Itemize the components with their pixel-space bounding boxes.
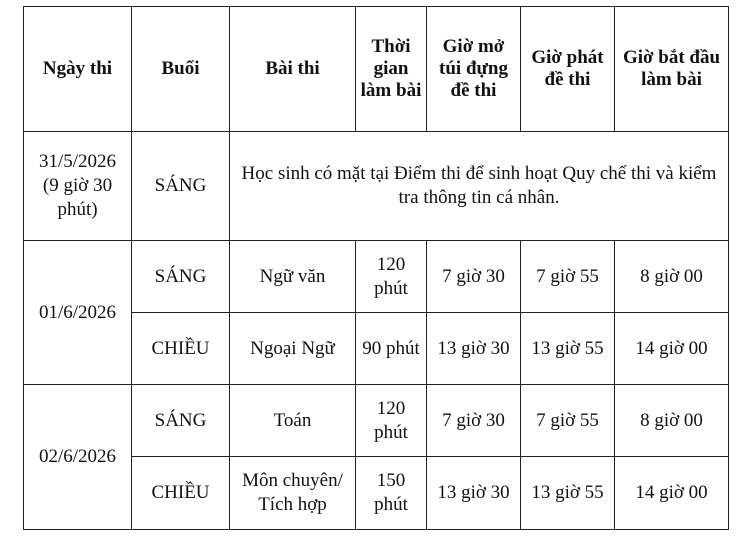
session-cell: SÁNG xyxy=(132,385,230,457)
open-time-cell: 13 giờ 30 xyxy=(427,313,521,385)
open-time-cell: 7 giờ 30 xyxy=(427,385,521,457)
date-value: 31/5/2026 xyxy=(38,151,117,172)
exam-cell: Ngữ văn xyxy=(230,241,356,313)
open-time-cell: 7 giờ 30 xyxy=(427,241,521,313)
session-cell: SÁNG xyxy=(132,132,230,241)
header-row xyxy=(24,7,729,132)
open-time-cell: 13 giờ 30 xyxy=(427,457,521,530)
header-distribute-time: Giờ phát đề thi xyxy=(521,7,615,132)
start-time-cell: 8 giờ 00 xyxy=(615,385,729,457)
header-open-envelope-time: Giờ mở túi đựng đề thi xyxy=(427,7,521,132)
session-cell: SÁNG xyxy=(132,241,230,313)
distribute-time-cell: 13 giờ 55 xyxy=(521,457,615,530)
briefing-note: Học sinh có mặt tại Điểm thi để sinh hoạt Quy chế thi và kiểm tra thông tin cá nhân. xyxy=(230,132,729,241)
date-time-note: (9 giờ 30 phút) xyxy=(42,175,113,220)
header-exam: Bài thi xyxy=(230,7,356,132)
distribute-time-cell: 7 giờ 55 xyxy=(521,385,615,457)
date-cell: 01/6/2026 xyxy=(24,241,132,385)
duration-cell: 150 phút xyxy=(356,457,427,530)
table-row xyxy=(24,385,729,457)
date-cell xyxy=(24,132,132,241)
header-exam-date: Ngày thi xyxy=(24,7,132,132)
duration-cell: 120 phút xyxy=(356,385,427,457)
session-cell: CHIỀU xyxy=(132,313,230,385)
distribute-time-cell: 7 giờ 55 xyxy=(521,241,615,313)
session-cell: CHIỀU xyxy=(132,457,230,530)
exam-schedule-table xyxy=(23,6,729,530)
duration-cell: 120 phút xyxy=(356,241,427,313)
header-duration: Thời gian làm bài xyxy=(356,7,427,132)
distribute-time-cell: 13 giờ 55 xyxy=(521,313,615,385)
start-time-cell: 14 giờ 00 xyxy=(615,457,729,530)
header-session: Buổi xyxy=(132,7,230,132)
exam-cell: Môn chuyên/ Tích hợp xyxy=(230,457,356,530)
exam-cell: Toán xyxy=(230,385,356,457)
start-time-cell: 14 giờ 00 xyxy=(615,313,729,385)
start-time-cell: 8 giờ 00 xyxy=(615,241,729,313)
exam-cell: Ngoại Ngữ xyxy=(230,313,356,385)
date-cell: 02/6/2026 xyxy=(24,385,132,530)
table-row xyxy=(24,241,729,313)
duration-cell: 90 phút xyxy=(356,313,427,385)
header-start-time: Giờ bắt đầu làm bài xyxy=(615,7,729,132)
table-row xyxy=(24,132,729,241)
